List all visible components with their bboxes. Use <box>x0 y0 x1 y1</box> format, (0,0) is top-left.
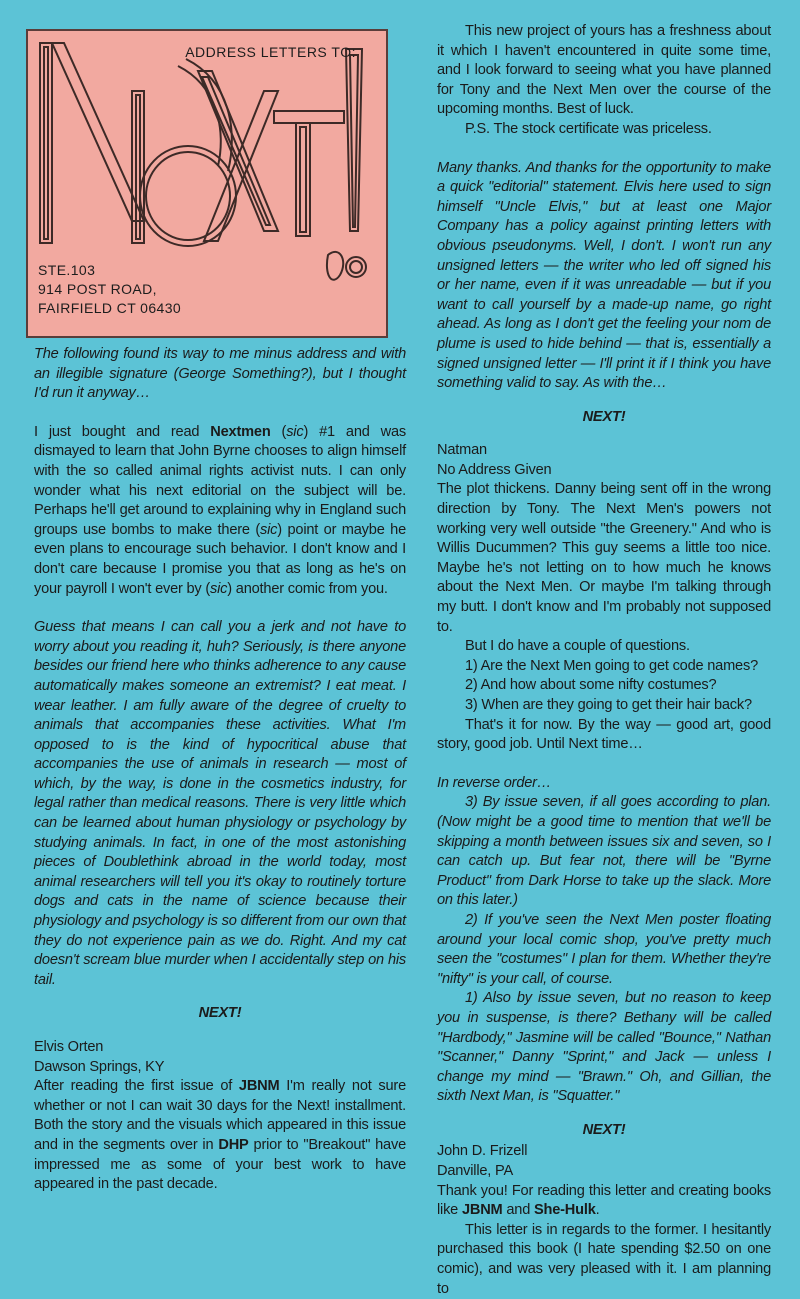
letter-author: Natman <box>437 442 487 459</box>
mailing-address <box>38 261 181 318</box>
editor-answer: 2) If you've seen the Next Men poster floating around your local comic shop, you've pretty much seen the "costumes" I plan for them. Whether they're "nifty" is your call, of course. <box>437 911 771 987</box>
question: 1) Are the Next Men going to get code names? <box>465 657 758 674</box>
left-column <box>34 345 406 1195</box>
editor-intro: The following found its way to me minus address and with an illegible signature (George Something?), but I thought I'd run it anyway… <box>34 346 406 402</box>
letter-body: After reading the first issue of JBNM I'm really not sure whether or not I can wait 30 days for the Next! installment. Both the story and the visuals which appeared in this issue and in the segments over in DHP prior to "Breakout" have impressed me as some of your best work to have appeared in the past decade. <box>34 1078 406 1193</box>
editor-reply: Guess that means I can call you a jerk and not have to worry about you reading it, huh? Seriously, is there anyone besides our friend here who thinks adherence to any cause automatically makes someone an extremist? I eat meat. I wear leather. I am fully aware of the degree of cruelty to animals that accompanies these activities. What I'm opposed to is the kind of hypocritical abuse that accompanies the use of animals in research — most of which, by the way, is done in the cosmetics industry, for legal rather than medical reasons. There is very little which can be learned about human physiology or psychology by studying animals. In fact, in one of the most astonishing pieces of Doublethink abroad in the world today, most animal researchers will tell you it's okay to routinely torture dogs and cats in the name of science because their physiology and psychology is so different from our own that they do not experience pain as we do. Right. And my cat doesn't scream blue murder when I accidentally step on his tail. <box>34 619 406 988</box>
masthead-box <box>26 29 388 338</box>
next-separator: NEXT! <box>582 1121 626 1138</box>
letter-body: That's it for now. By the way — good art, good story, good job. Until Next time… <box>437 716 771 753</box>
address-line: FAIRFIELD CT 06430 <box>38 300 182 316</box>
next-separator: NEXT! <box>582 408 626 425</box>
address-line: STE.103 <box>38 262 96 278</box>
editor-answer: 3) By issue seven, if all goes according to plan. (Now might be a good time to mention that we'll be skipping a month between issues six and seven, so I can catch up. But fear not, there will be "Byrne Product" from Dark Horse to take up the slack. More on this later.) <box>437 794 771 909</box>
right-column <box>437 22 771 1299</box>
letter-body: This letter is in regards to the former. I hesitantly purchased this book (I hate spending $2.50 on one comic), and was very pleased with it. I am planning to <box>437 1221 771 1297</box>
letter-author: John D. Frizell <box>437 1143 528 1160</box>
editor-reply-lead: In reverse order… <box>437 774 552 791</box>
letter-body: I just bought and read Nextmen (sic) #1 and was dismayed to learn that John Byrne chooses to align himself with the so called animal rights activist nuts. I can only wonder what his next editorial on the subject will be. Perhaps he'll get around to explaining why in England such groups use bombs to make there (sic) point or maybe he even plans to encourage such behavior. I don't know and I don't care because I promise you that as long as he's on your payroll I won't ever by (sic) another comic from you. <box>34 423 407 597</box>
address-line: 914 POST ROAD, <box>38 281 157 297</box>
masthead-heading: ADDRESS LETTERS TO: <box>185 44 356 60</box>
question: 3) When are they going to get their hair back? <box>465 697 752 713</box>
editor-reply: Many thanks. And thanks for the opportunity to make a quick "editorial" statement. Elvis here used to sign himself "Uncle Elvis," but at least one Major Company has a policy against printing letters with obvious pseudonyms. Well, I don't. I won't run any unsigned letters — the writer who led off signed his or her name, even if it was unreadable — but if you want to call yourself by a made-up name, go right ahead. As long as I don't get the feeling your nom de plume is used to hide behind — that is, essentially a signed unsigned letter — I'll print it if I think you have something valid to say. As with the… <box>437 159 771 392</box>
letter-location: Danville, PA <box>437 1163 514 1180</box>
question: 2) And how about some nifty costumes? <box>465 677 717 694</box>
letter-author: Elvis Orten <box>34 1039 104 1055</box>
next-separator: NEXT! <box>198 1005 242 1022</box>
editor-answer: 1) Also by issue seven, but no reason to keep you in suspense, is there? Bethany will be called "Hardbody," Jasmine will be called "Bounce," Nathan "Scanner," Danny "Sprint," and Jack — unless I change my mind — "Brawn." Oh, and Gillian, the sixth Next Man, is "Squatter." <box>437 990 771 1105</box>
letter-body: Thank you! For reading this letter and creating books like JBNM and She-Hulk. <box>437 1182 771 1219</box>
letter-location: Dawson Springs, KY <box>34 1058 165 1075</box>
letter-body: This new project of yours has a freshness about it which I haven't encountered in quite some time, and I look forward to seeing what you have planned for Tony and the Next Men over the course of the upcoming months. Best of luck. <box>437 23 771 118</box>
letter-postscript: P.S. The stock certificate was priceless. <box>465 120 712 137</box>
letter-body: The plot thickens. Danny being sent off in the wrong direction by Tony. The Next Men's powers not working very well outside "the Greenery." And who is Willis Ducummen? This guy seems a little too nice. Maybe he's not letting on to how much he knows about the Next Men. Or maybe I'm talking through my butt. I don't know and I'm probably not supposed to. <box>437 481 771 635</box>
letter-location: No Address Given <box>437 461 552 478</box>
letter-body: But I do have a couple of questions. <box>465 638 690 655</box>
